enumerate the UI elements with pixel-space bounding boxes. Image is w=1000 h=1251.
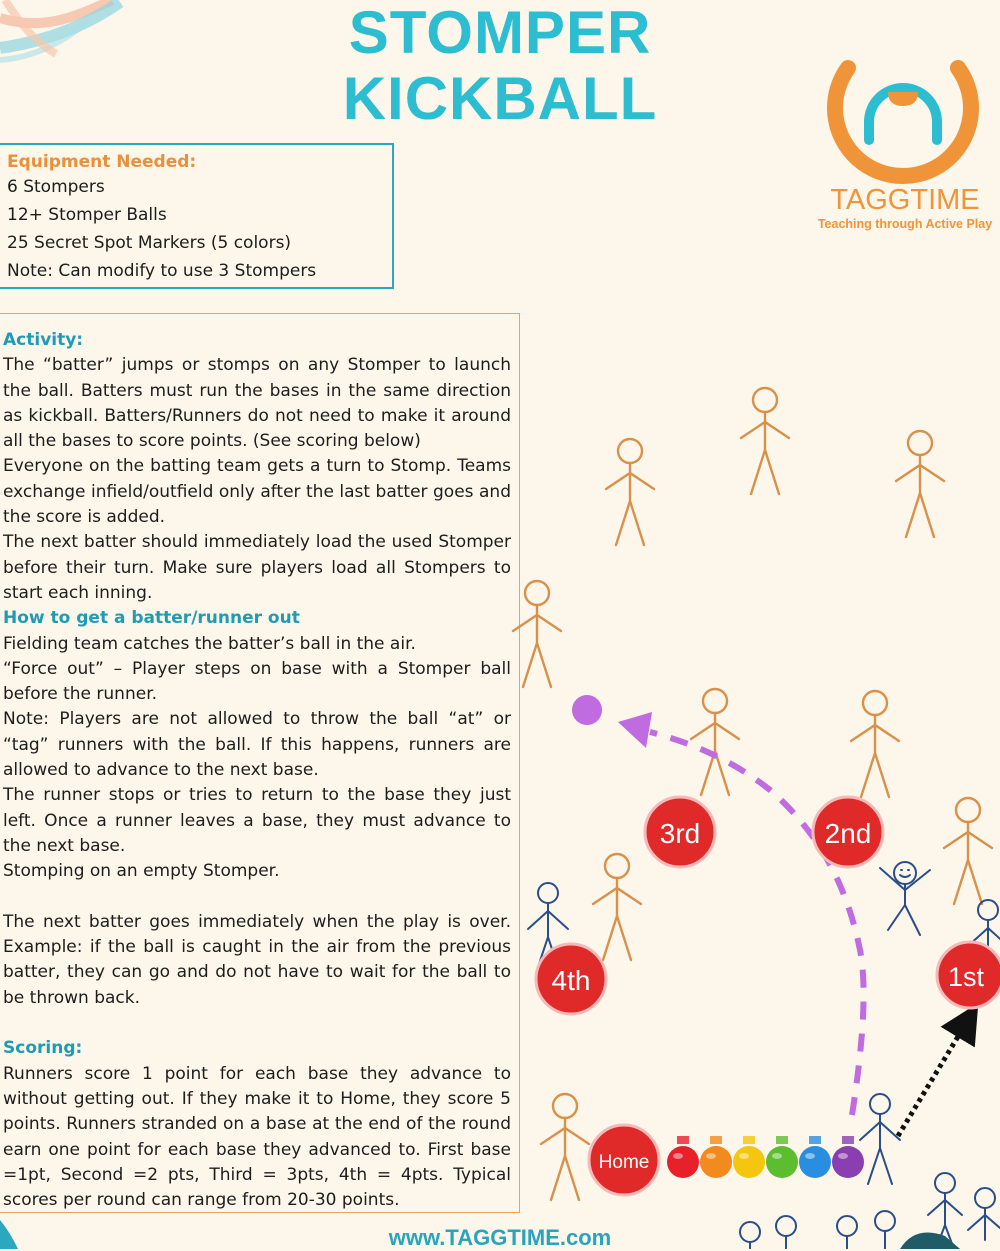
out-item: The runner stops or tries to return to the base they just left. Once a runner leaves a base, they must advance to the next base.	[3, 785, 511, 856]
base-first	[937, 942, 1000, 1008]
footer-url[interactable]: www.TAGGTIME.com	[388, 1225, 612, 1250]
title-line-2: KICKBALL	[342, 65, 658, 132]
stomper-ball-icon	[766, 1136, 798, 1178]
base-label-second: 2nd	[824, 818, 872, 849]
out-item: Stomping on an empty Stomper.	[3, 861, 280, 882]
out-item: “Force out” – Player steps on base with a Stomper ball before the runner.	[3, 658, 511, 705]
out-item: Note: Players are not allowed to throw the ball “at” or “tag” runners with the ball. If this happens, runners are allowed to advance to the next base.	[3, 709, 511, 781]
fielder-figure	[691, 689, 739, 795]
stomper-ball-icon	[667, 1136, 699, 1178]
activity-paragraph: Everyone on the batting team gets a turn to Stomp. Teams exchange infield/outfield only after the last batter goes and the score is added.	[3, 456, 511, 528]
fielder-figure	[741, 388, 789, 494]
out-item: Fielding team catches the batter’s ball in the air.	[3, 633, 416, 654]
path-arrowhead	[618, 712, 652, 748]
stomper-ball-icon	[700, 1136, 732, 1178]
equipment-item: 6 Stompers	[7, 177, 105, 197]
out-heading: How to get a batter/runner out	[3, 608, 300, 629]
activity-paragraph: The “batter” jumps or stomps on any Stomper to launch the ball. Batters must run the bases in the same direction as kickball. Batters/Runners do not need to make it around all the bases to score points. (See scoring below)	[3, 355, 511, 452]
equipment-item: Note: Can modify to use 3 Stompers	[7, 261, 317, 281]
stomper-balls	[667, 1136, 864, 1178]
first-base-arrow	[898, 1020, 968, 1136]
base-label-home: Home	[598, 1152, 650, 1173]
base-fourth	[536, 944, 606, 1014]
base-label-third: 3rd	[659, 818, 701, 849]
base-third	[645, 797, 715, 867]
runner-path	[650, 732, 864, 1115]
scoring-paragraph: Runners score 1 point for each base they advance to without getting out. If they make it to Home, they score 5 points. Runners stranded on a base at the end of the round earn one point for each base they advanced to. First base =1pt, Second =2 pts, Third = 3pts, 4th = 4pts. Typical scores per round can range from 20-30 points.	[3, 1063, 511, 1211]
base-label-first: 1st	[947, 962, 985, 992]
base-home	[589, 1125, 659, 1195]
equipment-heading: Equipment Needed:	[7, 152, 197, 172]
runner-figure	[860, 1094, 900, 1184]
fielder-figure	[593, 854, 641, 960]
fielder-figure	[606, 439, 654, 545]
logo-name: TAGGTIME	[830, 184, 980, 216]
logo-tagline: Teaching through Active Play	[817, 217, 993, 231]
next-batter-paragraph: The next batter goes immediately when the play is over. Example: if the ball is caught in the air from the previous batter, they can go and do not have to wait for the ball to be thrown back.	[3, 911, 511, 1008]
stomper-ball-icon	[832, 1136, 864, 1178]
corner-shape	[0, 1220, 18, 1249]
title-line-1: STOMPER	[348, 0, 652, 66]
bench-figures	[740, 1173, 1000, 1249]
fielder-figure	[851, 691, 899, 797]
stomper-ball-icon	[799, 1136, 831, 1178]
base-second	[813, 797, 883, 867]
scoring-heading: Scoring:	[3, 1038, 83, 1059]
activity-paragraph: The next batter should immediately load the used Stomper before their turn. Make sure players load all Stompers to start each inning.	[3, 532, 511, 603]
thrown-ball-icon	[572, 695, 602, 725]
stomper-ball-icon	[733, 1136, 765, 1178]
fielder-figure	[541, 1094, 589, 1200]
fielder-figure	[513, 581, 561, 687]
fielder-figure	[896, 431, 944, 537]
equipment-item: 12+ Stomper Balls	[7, 205, 167, 225]
fielder-figure	[944, 798, 992, 904]
activity-heading: Activity:	[3, 330, 84, 350]
base-label-fourth: 4th	[551, 965, 591, 996]
jumping-runner-figure	[880, 862, 930, 935]
equipment-item: 25 Secret Spot Markers (5 colors)	[7, 233, 292, 253]
